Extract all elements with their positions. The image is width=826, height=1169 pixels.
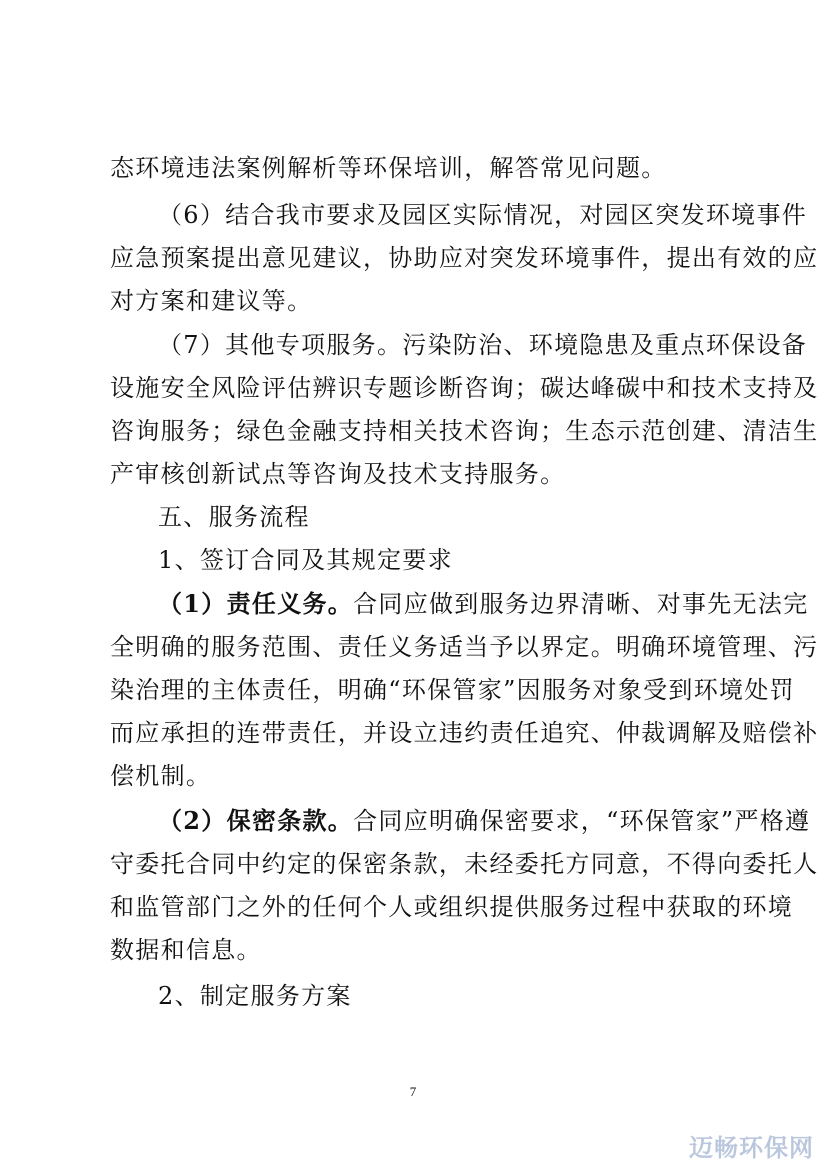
paragraph-line: 对方案和建议等。 (110, 287, 313, 315)
paragraph-line: （7）其他专项服务。污染防治、环境隐患及重点环保设备 (158, 331, 808, 359)
paragraph-line: 守委托合同中约定的保密条款，未经委托方同意，不得向委托人 (110, 850, 819, 878)
paragraph-line: 应急预案提出意见建议，协助应对突发环境事件，提出有效的应 (110, 244, 819, 272)
paragraph-line (158, 589, 809, 619)
bold-lead-confidentiality: （2）保密条款。 (158, 806, 354, 835)
paragraph-line: 咨询服务；绿色金融支持相关技术咨询；生态示范创建、清洁生 (110, 417, 819, 445)
paragraph-text: 合同应做到服务边界清晰、对事先无法完 (353, 590, 809, 618)
paragraph-line: （6）结合我市要求及园区实际情况，对园区突发环境事件 (158, 201, 808, 229)
subsection-heading: 1、签订合同及其规定要求 (158, 546, 453, 574)
watermark-logo: 迈畅环保网 (689, 1134, 814, 1162)
paragraph-line: 数据和信息。 (110, 936, 262, 964)
paragraph-line: 偿机制。 (110, 762, 212, 790)
paragraph-line (158, 806, 811, 836)
paragraph-line: 态环境违法案例解析等环保培训，解答常见问题。 (110, 154, 667, 182)
subsection-heading: 2、制定服务方案 (158, 982, 352, 1010)
bold-lead-responsibility: （1）责任义务。 (158, 589, 354, 618)
page-number: 7 (409, 1084, 417, 1099)
paragraph-line: 而应承担的连带责任，并设立违约责任追究、仲裁调解及赔偿补 (110, 719, 819, 747)
paragraph-line: 设施安全风险评估辨识专题诊断咨询；碳达峰碳中和技术支持及 (110, 374, 819, 402)
paragraph-line: 全明确的服务范围、责任义务适当予以界定。明确环境管理、污 (110, 633, 819, 661)
paragraph-line: 和监管部门之外的任何个人或组织提供服务过程中获取的环境 (110, 893, 794, 921)
section-heading: 五、服务流程 (158, 503, 310, 531)
paragraph-text: 合同应明确保密要求，“环保管家”严格遵 (353, 807, 811, 835)
paragraph-line: 产审核创新试点等咨询及技术支持服务。 (110, 460, 566, 488)
paragraph-line: 染治理的主体责任，明确“环保管家”因服务对象受到环境处罚 (110, 676, 795, 704)
